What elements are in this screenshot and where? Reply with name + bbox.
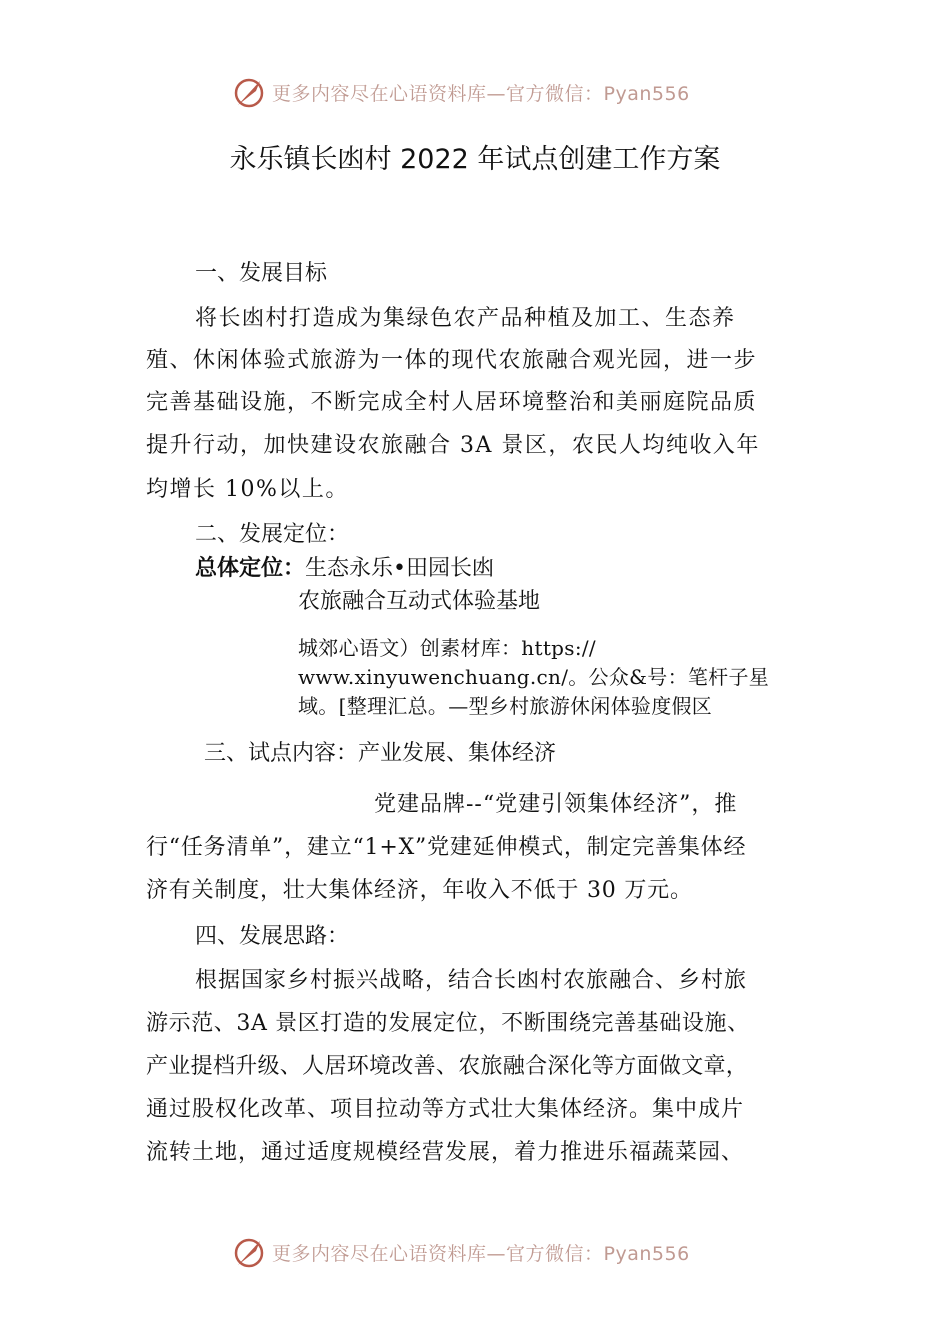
paragraph-line: 游示范、3A 景区打造的发展定位，不断围绕完善基础设施、 — [146, 1011, 750, 1036]
paragraph-line: 提升行动，加快建设农旅融合 3A 景区，农民人均纯收入年 — [146, 433, 760, 458]
section-heading-positioning: 二、发展定位： — [195, 522, 350, 547]
positioning-value: 生态永乐•田园长凼 — [305, 556, 494, 581]
inserted-text-line: www.xinyuwenchuang.cn/。公众&号：笔杆子星 — [298, 665, 770, 689]
paragraph-line: 通过股权化改革、项目拉动等方式壮大集体经济。集中成片 — [146, 1097, 745, 1122]
section-heading-pilot: 三、试点内容：产业发展、集体经济 — [204, 741, 557, 766]
document-title: 永乐镇长凼村 2022 年试点创建工作方案 — [229, 144, 721, 175]
watermark-text: 更多内容尽在心语资料库—官方微信：Pyan556 — [272, 82, 690, 105]
section-heading-approach: 四、发展思路： — [195, 924, 350, 949]
paragraph-line: 将长凼村打造成为集绿色农产品种植及加工、生态养 — [195, 306, 736, 331]
paragraph-line: 产业提档升级、人居环境改善、农旅融合深化等方面做文章， — [146, 1054, 749, 1079]
section-heading-goals: 一、发展目标 — [195, 261, 328, 286]
paragraph-line: 流转土地，通过适度规模经营发展，着力推进乐福蔬菜园、 — [146, 1140, 745, 1165]
positioning-row — [195, 551, 494, 582]
paragraph-line: 均增长 10%以上。 — [146, 477, 349, 502]
paragraph-line: 根据国家乡村振兴战略，结合长凼村农旅融合、乡村旅 — [195, 968, 748, 993]
paragraph-line: 行“任务清单”，建立“1+X”党建延伸模式，制定完善集体经 — [146, 835, 747, 860]
paragraph-line: 完善基础设施，不断完成全村人居环境整治和美丽庭院品质 — [146, 390, 758, 415]
inserted-text-line: 域。[整理汇总。—型乡村旅游休闲体验度假区 — [298, 694, 713, 718]
paragraph-line: 殖、休闲体验式旅游为一体的现代农旅融合观光园，进一步 — [146, 348, 758, 373]
paragraph-line: 党建品牌--“党建引领集体经济”，推 — [374, 792, 738, 817]
quill-pen-logo-icon — [232, 75, 266, 109]
watermark-footer — [232, 1232, 690, 1272]
paragraph-line: 济有关制度，壮大集体经济，年收入不低于 30 万元。 — [146, 878, 693, 903]
watermark-text: 更多内容尽在心语资料库—官方微信：Pyan556 — [272, 1242, 690, 1265]
positioning-label: 总体定位： — [195, 556, 306, 581]
quill-pen-logo-icon — [232, 1235, 266, 1269]
watermark-header — [232, 72, 690, 112]
inserted-text-line: 城郊心语文）创素材库：https:// — [298, 636, 596, 660]
positioning-value-2: 农旅融合互动式体验基地 — [298, 589, 541, 614]
